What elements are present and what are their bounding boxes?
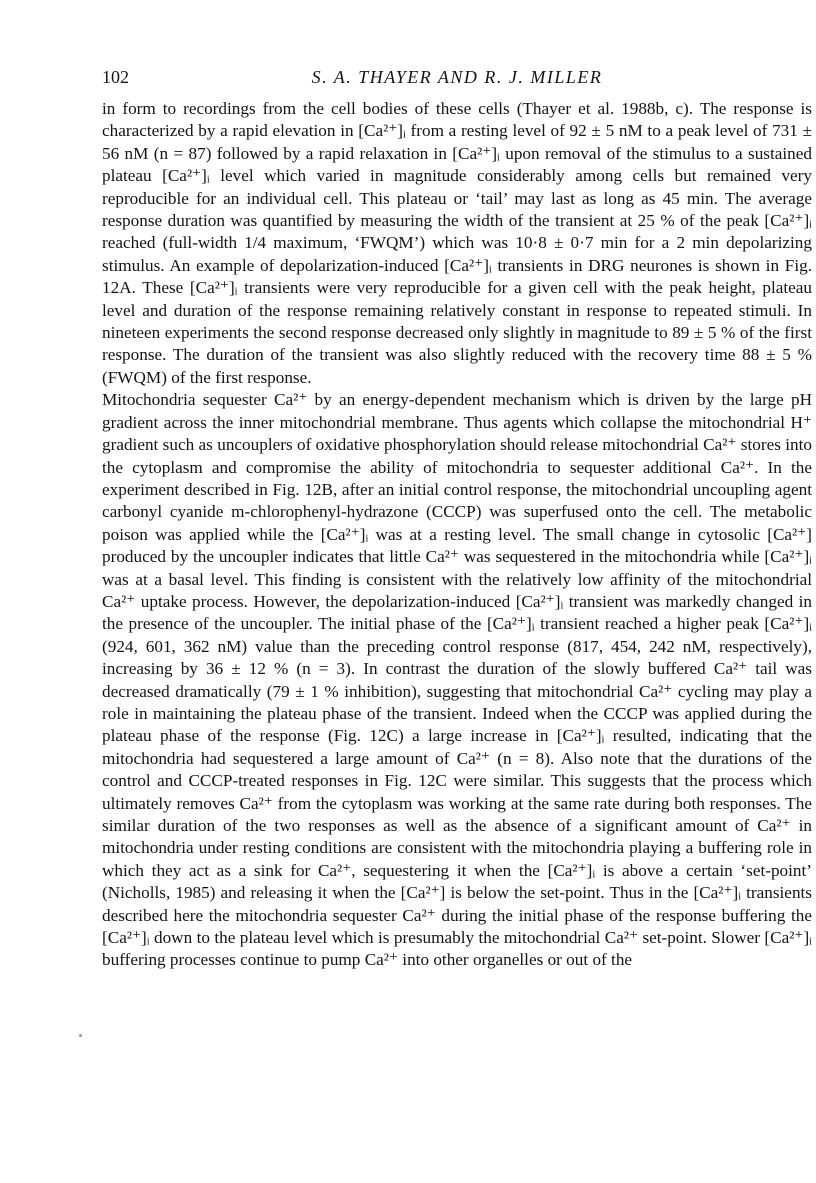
page-number: 102 [102, 67, 129, 87]
paragraph-continued: in form to recordings from the cell bodies of these cells (Thayer et al. 1988b, c). The response is characterized by a rapid elevation in [Ca²⁺]ᵢ from a resting level of 92 ± 5 nM to a peak level of 731 ± 56 nM (n = 87) followed by a rapid relaxation in [Ca²⁺]ᵢ upon removal of the stimulus to a sustained plateau [Ca²⁺]ᵢ level which varied in magnitude considerably among cells but remained very reproducible for an individual cell. This plateau or ‘tail’ may last as long as 45 min. The average response duration was quantified by measuring the width of the transient at 25 % of the peak [Ca²⁺]ᵢ reached (full-width 1/4 maximum, ‘FWQM’) which was 10·8 ± 0·7 min for a 2 min depolarizing stimulus. An example of depolarization-induced [Ca²⁺]ᵢ transients in DRG neurones is shown in Fig. 12A. These [Ca²⁺]ᵢ transients were very reproducible for a given cell with the peak height, plateau level and duration of the response remaining relatively constant in response to repeated stimuli. In nineteen experiments the second response decreased only slightly in magnitude to 89 ± 5 % of the first response. The duration of the transient was also slightly reduced with the recovery time 88 ± 5 % (FWQM) of the first response. [102, 99, 812, 387]
running-head [102, 64, 812, 90]
margin-mark [79, 1034, 82, 1037]
running-title: S. A. THAYER AND R. J. MILLER [311, 67, 603, 87]
page [102, 64, 812, 972]
body-text [102, 98, 812, 972]
paragraph-mitochondria: Mitochondria sequester Ca²⁺ by an energy-dependent mechanism which is driven by the large pH gradient across the inner mitochondrial membrane. Thus agents which collapse the mitochondrial H⁺ gradient such as uncouplers of oxidative phosphorylation should release mitochondrial Ca²⁺ stores into the cytoplasm and compromise the ability of mitochondria to sequester additional Ca²⁺. In the experiment described in Fig. 12B, after an initial control response, the mitochondrial uncoupling agent carbonyl cyanide m-chlorophenyl-hydrazone (CCCP) was superfused onto the cell. The metabolic poison was applied while the [Ca²⁺]ᵢ was at a resting level. The small change in cytosolic [Ca²⁺] produced by the uncoupler indicates that little Ca²⁺ was sequestered in the mitochondria while [Ca²⁺]ᵢ was at a basal level. This finding is consistent with the relatively low affinity of the mitochondrial Ca²⁺ uptake process. However, the depolarization-induced [Ca²⁺]ᵢ transient was markedly changed in the presence of the uncoupler. The initial phase of the [Ca²⁺]ᵢ transient reached a higher peak [Ca²⁺]ᵢ (924, 601, 362 nM) value than the preceding control response (817, 454, 242 nM, respectively), increasing by 36 ± 12 % (n = 3). In contrast the duration of the slowly buffered Ca²⁺ tail was decreased dramatically (79 ± 1 % inhibition), suggesting that mitochondrial Ca²⁺ cycling may play a role in maintaining the plateau phase of the transient. Indeed when the CCCP was applied during the plateau phase of the response (Fig. 12C) a large increase in [Ca²⁺]ᵢ resulted, indicating that the mitochondria had sequestered a large amount of Ca²⁺ (n = 8). Also note that the durations of the control and CCCP-treated responses in Fig. 12C were similar. This suggests that the process which ultimately removes Ca²⁺ from the cytoplasm was working at the same rate during both responses. The similar duration of the two responses as well as the absence of a significant amount of Ca²⁺ in mitochondria under resting conditions are consistent with the mitochondria playing a buffering role in which they act as a sink for Ca²⁺, sequestering it when the [Ca²⁺]ᵢ is above a certain ‘set-point’ (Nicholls, 1985) and releasing it when the [Ca²⁺] is below the set-point. Thus in the [Ca²⁺]ᵢ transients described here the mitochondria sequester Ca²⁺ during the initial phase of the response buffering the [Ca²⁺]ᵢ down to the plateau level which is presumably the mitochondrial Ca²⁺ set-point. Slower [Ca²⁺]ᵢ buffering processes continue to pump Ca²⁺ into other organelles or out of the [102, 390, 812, 970]
